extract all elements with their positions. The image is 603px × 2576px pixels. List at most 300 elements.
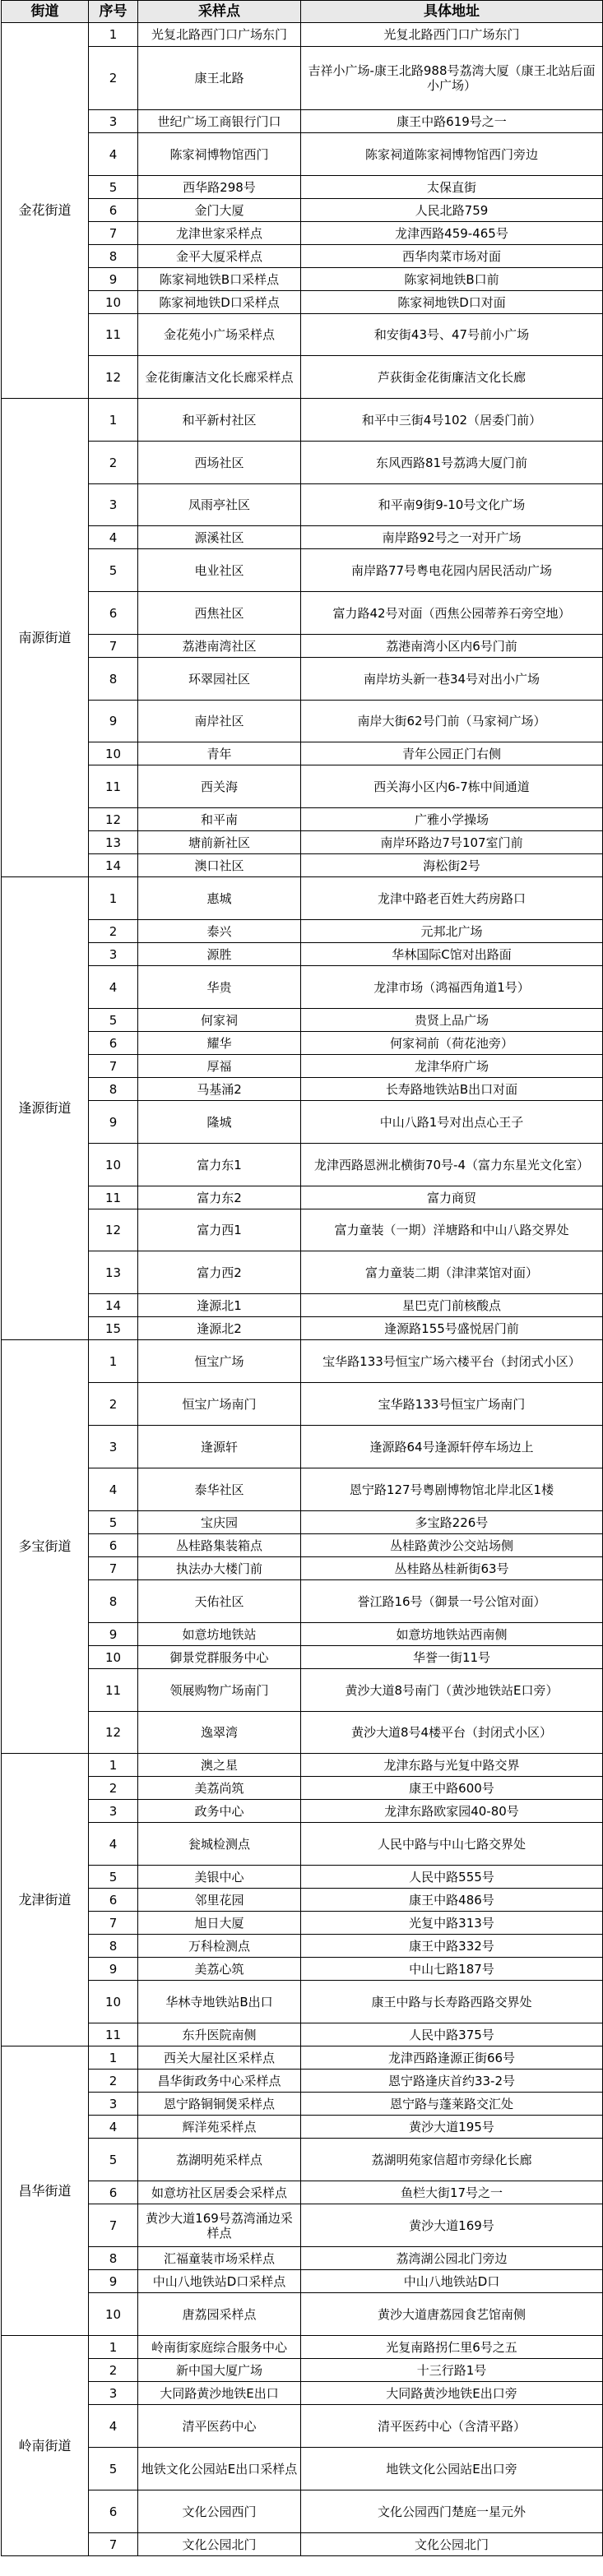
- seq-cell: 9: [89, 701, 138, 742]
- table-row: [2, 1669, 603, 1712]
- address-cell: 吉祥小广场-康王北路988号荔湾大厦（康王北站后面小广场）: [301, 47, 603, 110]
- point-cell: 金门大厦: [138, 199, 301, 222]
- point-cell: 恩宁路铜铜煲采样点: [138, 2093, 301, 2116]
- seq-cell: 2: [89, 47, 138, 110]
- address-cell: 芦荻街金花街廉洁文化长廊: [301, 356, 603, 399]
- table-row: [2, 356, 603, 399]
- table-row: [2, 268, 603, 291]
- seq-cell: 5: [89, 549, 138, 592]
- address-cell: 黄沙大道8号南门（黄沙地铁站E口旁）: [301, 1669, 603, 1712]
- point-cell: 陈家祠地铁D口采样点: [138, 291, 301, 314]
- point-cell: 荔港南湾社区: [138, 635, 301, 658]
- point-cell: 荔湖明苑采样点: [138, 2139, 301, 2181]
- address-cell: 广雅小学操场: [301, 808, 603, 831]
- seq-cell: 7: [89, 2204, 138, 2247]
- seq-cell: 4: [89, 966, 138, 1009]
- table-row: [2, 1101, 603, 1144]
- seq-cell: 2: [89, 442, 138, 484]
- point-cell: 西场社区: [138, 442, 301, 484]
- address-cell: 清平医药中心（含清平路）: [301, 2405, 603, 2448]
- table-row: [2, 1144, 603, 1186]
- seq-cell: 3: [89, 484, 138, 526]
- address-cell: 光复中路313号: [301, 1912, 603, 1935]
- point-cell: 美荔心筑: [138, 1958, 301, 1981]
- table-row: [2, 1889, 603, 1912]
- table-row: [2, 1209, 603, 1251]
- table-row: [2, 2023, 603, 2046]
- seq-cell: 12: [89, 1712, 138, 1754]
- address-cell: 龙津市场（鸿福西角道1号）: [301, 966, 603, 1009]
- address-cell: 陈家祠地铁D口对面: [301, 291, 603, 314]
- point-cell: 康王北路: [138, 47, 301, 110]
- seq-cell: 8: [89, 1078, 138, 1101]
- seq-cell: 5: [89, 176, 138, 199]
- address-cell: 海松街2号: [301, 854, 603, 877]
- point-cell: 世纪广场工商银行门口: [138, 110, 301, 133]
- address-cell: 文化公园北门: [301, 2533, 603, 2556]
- seq-cell: 15: [89, 1317, 138, 1340]
- address-cell: 陈家祠道陈家祠博物馆西门旁边: [301, 133, 603, 176]
- table-row: [2, 2247, 603, 2270]
- point-cell: 和平南: [138, 808, 301, 831]
- table-body: [2, 23, 603, 2556]
- table-row: [2, 549, 603, 592]
- table-row: [2, 2139, 603, 2181]
- address-cell: 宝华路133号恒宝广场六楼平台（封闭式小区）: [301, 1340, 603, 1383]
- point-cell: 西关海: [138, 765, 301, 808]
- seq-cell: 6: [89, 2490, 138, 2533]
- address-cell: 何家祠前（荷花池旁）: [301, 1032, 603, 1055]
- point-cell: 澳口社区: [138, 854, 301, 877]
- point-cell: 西华路298号: [138, 176, 301, 199]
- seq-cell: 7: [89, 222, 138, 245]
- address-cell: 黄沙大道169号: [301, 2204, 603, 2247]
- seq-cell: 7: [89, 2533, 138, 2556]
- table-row: [2, 2046, 603, 2070]
- address-cell: 黄沙大道8号4楼平台（封闭式小区）: [301, 1712, 603, 1754]
- table-row: [2, 1468, 603, 1511]
- seq-cell: 5: [89, 2448, 138, 2490]
- table-row: [2, 1754, 603, 1777]
- seq-cell: 9: [89, 1101, 138, 1144]
- address-cell: 龙津西路459-465号: [301, 222, 603, 245]
- table-row: [2, 1777, 603, 1800]
- point-cell: 东升医院南侧: [138, 2023, 301, 2046]
- table-row: [2, 943, 603, 966]
- point-cell: 和平新村社区: [138, 399, 301, 442]
- address-cell: 富力商贸: [301, 1186, 603, 1209]
- point-cell: 西关大屋社区采样点: [138, 2046, 301, 2070]
- point-cell: 文化公园西门: [138, 2490, 301, 2533]
- address-cell: 西关海小区内6-7栋中间通道: [301, 765, 603, 808]
- address-cell: 南岸坊头新一巷34号对出小广场: [301, 658, 603, 701]
- point-cell: 岭南街家庭综合服务中心: [138, 2336, 301, 2359]
- seq-cell: 10: [89, 1981, 138, 2023]
- point-cell: 隆城: [138, 1101, 301, 1144]
- address-cell: 长寿路地铁站B出口对面: [301, 1078, 603, 1101]
- table-row: [2, 920, 603, 943]
- point-cell: 华林寺地铁站B出口: [138, 1981, 301, 2023]
- address-cell: 贵贤上品广场: [301, 1009, 603, 1032]
- point-cell: 泰兴: [138, 920, 301, 943]
- district-cell: 金花街道: [2, 23, 89, 399]
- address-cell: 龙津东路欧家园40-80号: [301, 1800, 603, 1823]
- point-cell: 恒宝广场: [138, 1340, 301, 1383]
- address-cell: 康王中路与长寿路西路交界处: [301, 1981, 603, 2023]
- point-cell: 如意坊社区居委会采样点: [138, 2181, 301, 2204]
- header-seq: 序号: [89, 1, 138, 23]
- point-cell: 汇福童装市场采样点: [138, 2247, 301, 2270]
- address-cell: 青年公园正门右侧: [301, 742, 603, 765]
- seq-cell: 1: [89, 399, 138, 442]
- table-row: [2, 808, 603, 831]
- seq-cell: 10: [89, 742, 138, 765]
- address-cell: 多宝路226号: [301, 1511, 603, 1534]
- district-cell: 多宝街道: [2, 1340, 89, 1754]
- seq-cell: 11: [89, 765, 138, 808]
- address-cell: 康王中路486号: [301, 1889, 603, 1912]
- seq-cell: 12: [89, 356, 138, 399]
- table-row: [2, 291, 603, 314]
- address-cell: 星巴克门前核酸点: [301, 1294, 603, 1317]
- point-cell: 西焦社区: [138, 592, 301, 635]
- table-row: [2, 314, 603, 356]
- point-cell: 环翠园社区: [138, 658, 301, 701]
- address-cell: 荔湾湖公园北门旁边: [301, 2247, 603, 2270]
- point-cell: 金花街廉洁文化长廊采样点: [138, 356, 301, 399]
- point-cell: 执法办大楼门前: [138, 1557, 301, 1580]
- table-row: [2, 1534, 603, 1557]
- seq-cell: 6: [89, 199, 138, 222]
- seq-cell: 12: [89, 808, 138, 831]
- point-cell: 南岸社区: [138, 701, 301, 742]
- point-cell: 地铁文化公园站E出口采样点: [138, 2448, 301, 2490]
- table-row: [2, 47, 603, 110]
- seq-cell: 14: [89, 854, 138, 877]
- point-cell: 惠城: [138, 877, 301, 920]
- point-cell: 逢源北2: [138, 1317, 301, 1340]
- seq-cell: 11: [89, 2023, 138, 2046]
- seq-cell: 13: [89, 1251, 138, 1294]
- header-point: 采样点: [138, 1, 301, 23]
- point-cell: 旭日大厦: [138, 1912, 301, 1935]
- district-cell: 龙津街道: [2, 1754, 89, 2046]
- table-row: [2, 1383, 603, 1426]
- address-cell: 龙津东路与光复中路交界: [301, 1754, 603, 1777]
- table-row: [2, 1912, 603, 1935]
- seq-cell: 4: [89, 1468, 138, 1511]
- address-cell: 地铁文化公园站E出口旁: [301, 2448, 603, 2490]
- table-row: [2, 1712, 603, 1754]
- header-district: 街道: [2, 1, 89, 23]
- address-cell: 和安街43号、47号前小广场: [301, 314, 603, 356]
- point-cell: 华贵: [138, 966, 301, 1009]
- table-row: [2, 742, 603, 765]
- table-row: [2, 199, 603, 222]
- table-row: [2, 966, 603, 1009]
- seq-cell: 6: [89, 1534, 138, 1557]
- address-cell: 中山八地铁站D口: [301, 2270, 603, 2293]
- point-cell: 美荔尚筑: [138, 1777, 301, 1800]
- address-cell: 文化公园西门楚庭一星元外: [301, 2490, 603, 2533]
- address-cell: 如意坊地铁站西南侧: [301, 1623, 603, 1646]
- point-cell: 凤雨亭社区: [138, 484, 301, 526]
- point-cell: 富力东1: [138, 1144, 301, 1186]
- table-row: [2, 1317, 603, 1340]
- table-row: [2, 526, 603, 549]
- address-cell: 南岸大街62号门前（马家祠广场）: [301, 701, 603, 742]
- point-cell: 陈家祠博物馆西门: [138, 133, 301, 176]
- point-cell: 领展购物广场南门: [138, 1669, 301, 1712]
- point-cell: 大同路黄沙地铁E出口: [138, 2382, 301, 2405]
- table-row: [2, 1078, 603, 1101]
- point-cell: 黄沙大道169号荔湾涌边采样点: [138, 2204, 301, 2247]
- seq-cell: 11: [89, 1186, 138, 1209]
- point-cell: 何家祠: [138, 1009, 301, 1032]
- point-cell: 昌华街政务中心采样点: [138, 2070, 301, 2093]
- table-row: [2, 1866, 603, 1889]
- point-cell: 唐荔园采样点: [138, 2293, 301, 2336]
- point-cell: 宝庆园: [138, 1511, 301, 1534]
- header-address: 具体地址: [301, 1, 603, 23]
- seq-cell: 2: [89, 2359, 138, 2382]
- seq-cell: 14: [89, 1294, 138, 1317]
- table-row: [2, 1340, 603, 1383]
- point-cell: 泰华社区: [138, 1468, 301, 1511]
- address-cell: 富力童装二期（津津菜馆对面）: [301, 1251, 603, 1294]
- address-cell: 华誉一街11号: [301, 1646, 603, 1669]
- table-row: [2, 2181, 603, 2204]
- address-cell: 东风西路81号荔鸿大厦门前: [301, 442, 603, 484]
- table-row: [2, 2293, 603, 2336]
- table-row: [2, 222, 603, 245]
- seq-cell: 9: [89, 1958, 138, 1981]
- point-cell: 御景党群服务中心: [138, 1646, 301, 1669]
- point-cell: 恒宝广场南门: [138, 1383, 301, 1426]
- table-row: [2, 2448, 603, 2490]
- seq-cell: 8: [89, 2247, 138, 2270]
- point-cell: 澳之星: [138, 1754, 301, 1777]
- seq-cell: 5: [89, 2139, 138, 2181]
- point-cell: 瓮城检测点: [138, 1823, 301, 1866]
- address-cell: 中山八路1号对出点心王子: [301, 1101, 603, 1144]
- address-cell: 和平中三街4号102（居委门前）: [301, 399, 603, 442]
- point-cell: 塘前新社区: [138, 831, 301, 854]
- seq-cell: 6: [89, 1032, 138, 1055]
- point-cell: 逢源北1: [138, 1294, 301, 1317]
- address-cell: 龙津西路逢源正街66号: [301, 2046, 603, 2070]
- point-cell: 龙津世家采样点: [138, 222, 301, 245]
- table-row: [2, 854, 603, 877]
- seq-cell: 10: [89, 1144, 138, 1186]
- address-cell: 恩宁路逢庆首约33-2号: [301, 2070, 603, 2093]
- table-row: [2, 2070, 603, 2093]
- address-cell: 西华肉菜市场对面: [301, 245, 603, 268]
- table-row: [2, 399, 603, 442]
- address-cell: 丛桂路丛桂新街63号: [301, 1557, 603, 1580]
- address-cell: 人民中路375号: [301, 2023, 603, 2046]
- address-cell: 富力童装（一期）洋塘路和中山八路交界处: [301, 1209, 603, 1251]
- address-cell: 元邦北广场: [301, 920, 603, 943]
- table-row: [2, 1557, 603, 1580]
- seq-cell: 4: [89, 2116, 138, 2139]
- point-cell: 美银中心: [138, 1866, 301, 1889]
- seq-cell: 13: [89, 831, 138, 854]
- table-row: [2, 2490, 603, 2533]
- table-row: [2, 765, 603, 808]
- address-cell: 华林国际C馆对出路面: [301, 943, 603, 966]
- table-row: [2, 1511, 603, 1534]
- district-cell: 岭南街道: [2, 2336, 89, 2556]
- seq-cell: 2: [89, 920, 138, 943]
- address-cell: 光复北路西门口广场东门: [301, 23, 603, 47]
- seq-cell: 10: [89, 1646, 138, 1669]
- table-row: [2, 1981, 603, 2023]
- table-row: [2, 2093, 603, 2116]
- address-cell: 中山七路187号: [301, 1958, 603, 1981]
- seq-cell: 9: [89, 1623, 138, 1646]
- address-cell: 人民中路与中山七路交界处: [301, 1823, 603, 1866]
- seq-cell: 8: [89, 658, 138, 701]
- table-row: [2, 1623, 603, 1646]
- point-cell: 源溪社区: [138, 526, 301, 549]
- address-cell: 和平南9街9-10号文化广场: [301, 484, 603, 526]
- address-cell: 龙津西路恩洲北横街70号-4（富力东星光文化室）: [301, 1144, 603, 1186]
- address-cell: 富力路42号对面（西焦公园蒂养石旁空地）: [301, 592, 603, 635]
- seq-cell: 3: [89, 2382, 138, 2405]
- address-cell: 恩宁路与蓬莱路交汇处: [301, 2093, 603, 2116]
- district-cell: 昌华街道: [2, 2046, 89, 2336]
- table-row: [2, 1580, 603, 1623]
- seq-cell: 8: [89, 1935, 138, 1958]
- address-cell: 黄沙大道195号: [301, 2116, 603, 2139]
- table-row: [2, 1294, 603, 1317]
- point-cell: 丛桂路集装箱点: [138, 1534, 301, 1557]
- table-row: [2, 1009, 603, 1032]
- seq-cell: 4: [89, 133, 138, 176]
- seq-cell: 3: [89, 2093, 138, 2116]
- seq-cell: 2: [89, 2070, 138, 2093]
- seq-cell: 7: [89, 1912, 138, 1935]
- seq-cell: 3: [89, 1800, 138, 1823]
- point-cell: 清平医药中心: [138, 2405, 301, 2448]
- point-cell: 源胜: [138, 943, 301, 966]
- seq-cell: 1: [89, 23, 138, 47]
- seq-cell: 5: [89, 1511, 138, 1534]
- seq-cell: 7: [89, 1055, 138, 1078]
- seq-cell: 6: [89, 592, 138, 635]
- table-row: [2, 2270, 603, 2293]
- seq-cell: 1: [89, 2046, 138, 2070]
- table-row: [2, 877, 603, 920]
- address-cell: 康王中路332号: [301, 1935, 603, 1958]
- address-cell: 丛桂路黄沙公交站场侧: [301, 1534, 603, 1557]
- table-row: [2, 245, 603, 268]
- point-cell: 中山八地铁站D口采样点: [138, 2270, 301, 2293]
- seq-cell: 1: [89, 877, 138, 920]
- table-row: [2, 484, 603, 526]
- point-cell: 辉洋苑采样点: [138, 2116, 301, 2139]
- table-row: [2, 2204, 603, 2247]
- point-cell: 光复北路西门口广场东门: [138, 23, 301, 47]
- table-row: [2, 1935, 603, 1958]
- point-cell: 万科检测点: [138, 1935, 301, 1958]
- seq-cell: 4: [89, 526, 138, 549]
- address-cell: 黄沙大道唐荔园食艺馆南侧: [301, 2293, 603, 2336]
- district-cell: 逢源街道: [2, 877, 89, 1340]
- point-cell: 厚福: [138, 1055, 301, 1078]
- table-row: [2, 2382, 603, 2405]
- district-cell: 南源街道: [2, 399, 89, 877]
- table-row: [2, 2533, 603, 2556]
- address-cell: 太保直街: [301, 176, 603, 199]
- seq-cell: 6: [89, 1889, 138, 1912]
- point-cell: 富力西2: [138, 1251, 301, 1294]
- point-cell: 马基涌2: [138, 1078, 301, 1101]
- seq-cell: 1: [89, 1340, 138, 1383]
- address-cell: 南岸路77号粤电花园内居民活动广场: [301, 549, 603, 592]
- seq-cell: 5: [89, 1866, 138, 1889]
- address-cell: 南岸路92号之一对开广场: [301, 526, 603, 549]
- table-row: [2, 1251, 603, 1294]
- table-row: [2, 635, 603, 658]
- seq-cell: 12: [89, 1209, 138, 1251]
- seq-cell: 3: [89, 110, 138, 133]
- address-cell: 逢源路155号盛悦居门前: [301, 1317, 603, 1340]
- point-cell: 陈家祠地铁B口采样点: [138, 268, 301, 291]
- table-row: [2, 2336, 603, 2359]
- table-row: [2, 658, 603, 701]
- seq-cell: 5: [89, 1009, 138, 1032]
- seq-cell: 8: [89, 245, 138, 268]
- address-cell: 荔湖明苑家信超市旁绿化长廊: [301, 2139, 603, 2181]
- address-cell: 人民中路555号: [301, 1866, 603, 1889]
- seq-cell: 7: [89, 1557, 138, 1580]
- seq-cell: 1: [89, 2336, 138, 2359]
- address-cell: 光复南路拐仁里6号之五: [301, 2336, 603, 2359]
- sampling-points-table: [1, 0, 603, 2556]
- point-cell: 新中国大厦广场: [138, 2359, 301, 2382]
- table-row: [2, 2405, 603, 2448]
- address-cell: 大同路黄沙地铁E出口旁: [301, 2382, 603, 2405]
- address-cell: 陈家祠地铁B口前: [301, 268, 603, 291]
- address-cell: 龙津中路老百姓大药房路口: [301, 877, 603, 920]
- point-cell: 政务中心: [138, 1800, 301, 1823]
- seq-cell: 11: [89, 1669, 138, 1712]
- seq-cell: 11: [89, 314, 138, 356]
- seq-cell: 4: [89, 1823, 138, 1866]
- point-cell: 青年: [138, 742, 301, 765]
- point-cell: 富力东2: [138, 1186, 301, 1209]
- seq-cell: 8: [89, 1580, 138, 1623]
- address-cell: 鱼栏大街17号之一: [301, 2181, 603, 2204]
- table-row: [2, 133, 603, 176]
- address-cell: 龙津华府广场: [301, 1055, 603, 1078]
- seq-cell: 10: [89, 291, 138, 314]
- point-cell: 金平大厦采样点: [138, 245, 301, 268]
- seq-cell: 2: [89, 1777, 138, 1800]
- seq-cell: 6: [89, 2181, 138, 2204]
- table-row: [2, 110, 603, 133]
- table-row: [2, 442, 603, 484]
- point-cell: 如意坊地铁站: [138, 1623, 301, 1646]
- seq-cell: 10: [89, 2293, 138, 2336]
- point-cell: 耀华: [138, 1032, 301, 1055]
- point-cell: 富力西1: [138, 1209, 301, 1251]
- seq-cell: 4: [89, 2405, 138, 2448]
- point-cell: 电业社区: [138, 549, 301, 592]
- address-cell: 康王中路619号之一: [301, 110, 603, 133]
